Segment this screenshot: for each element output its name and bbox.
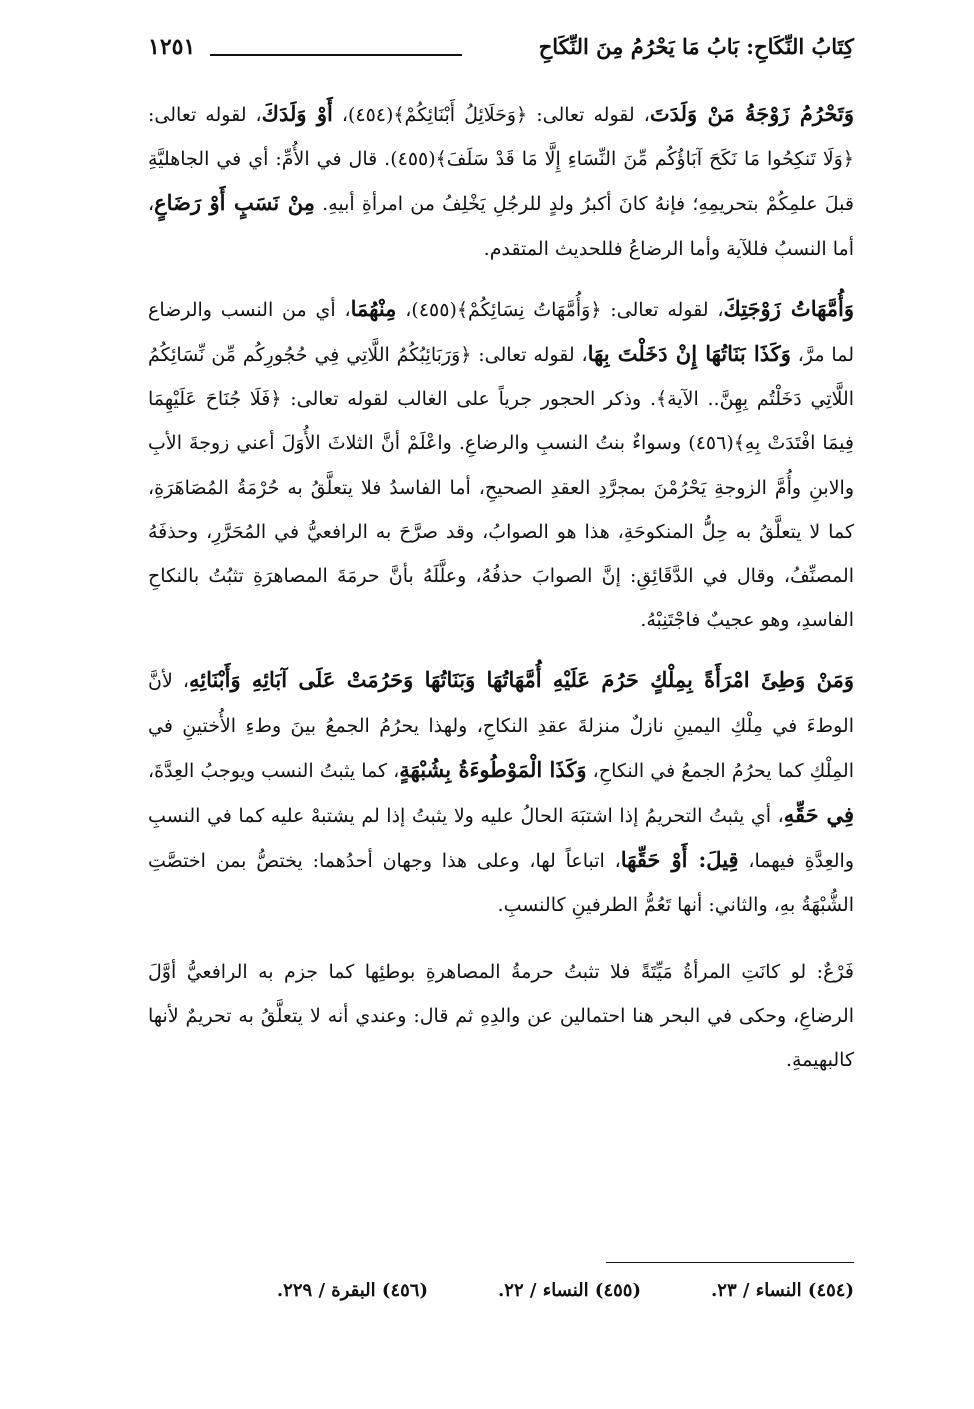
paragraph [148,658,854,927]
commentary-text: ، اتباعاً لها، وعلى هذا وجهان أحدُهما: يختصُّ بمن اختصَّتِ الشُّبْهَةُ بهِ، والثاني: أنها تَعُمُّ الطرفينِ كالنسبِ. [148,850,854,917]
matn-text: وَأُمَّهَاتُ زَوْجَتِكَ [723,295,854,321]
matn-text: فِي حَقِّهِ [783,802,854,828]
matn-text: وَتَحْرُمُ زَوْجَةُ مَنْ وَلَدَتَ [649,101,854,126]
header-rule [210,54,462,56]
matn-text: وَكَذَا الْمَوْطُوءَةُ بِشُبْهَةٍ [399,756,587,782]
commentary-text: ، لقوله تعالى: ﴿وَرَبَائِبُكُمُ اللَّاتِي فِي حُجُورِكُم مِّن نِّسَائِكُمُ اللَّاتِي دَخَلْتُم بِهِنَّ.. الآية﴾. وذكر الحجور جرياً على الغالب لقوله تعالى: ﴿فَلَا جُنَاحَ عَلَيْهِمَا فِيمَا افْتَدَتْ بِهِ﴾(٤٥٦) وسواءٌ بنتُ النسبِ والرضاعِ. واعْلَمْ أنَّ الثلاثَ الأُوَلَ أعني زوجةَ الأبِ والابنِ وأُمَّ الزوجةِ يَحْرُمْنَ بمجرَّدِ العقدِ الصحيحِ، أما الفاسدُ فلا يتعلَّقُ به حُرْمَةُ المُصَاهَرَةِ، كما لا يتعلَّقُ به حِلُّ المنكوحَةِ، هذا هو الصوابُ، وقد صرَّحَ به الرافعيُّ في المُحَرَّرِ، وحذفَهُ المصنِّفُ، وقال في الدَّقَائِقِ: إنَّ الصوابَ حذفُهُ، وعلَّلَهُ بأنَّ حرمَةَ المصاهرَةِ تثبُتُ بالنكاحِ الفاسدِ، وهو عجيبٌ فاجْتَنِبْهُ. [148,344,854,632]
footnote-455: (٤٥٥) النساء / ٢٢. [498,1280,641,1301]
footnote-454: (٤٥٤) النساء / ٢٣. [711,1280,854,1301]
commentary-text: ، كما يثبتُ النسب ويوجبُ العِدَّةَ، [148,759,400,782]
matn-text: وَكَذَا بَنَاتُهَا إِنْ دَخَلْتَ بِهَا [587,341,791,367]
running-title: كِتَابُ النِّكَاحِ: بَابُ مَا يَحْرُمُ مِنَ النِّكَاحِ [538,34,854,59]
matn-text: قِيلَ: أَوْ حَقِّهَا [620,847,739,873]
commentary-text: ، لقوله تعالى: ﴿وَلَا تَنكِحُوا مَا نَكَحَ آبَاؤُكُم مِّنَ النِّسَاءِ إِلَّا مَا قَدْ سَلَفَ﴾(٤٥٥). قال في الأُمِّ: أي في الجاهليَّةِ قبلَ علمِكُمْ بتحريمِهِ؛ فإنهُ كانَ أكبرُ ولدٍ للرجُلِ يَخْلِفُ من امرأةِ أبيهِ. [148,104,854,216]
matn-text: مِنْ نَسَبٍ أَوْ رَضَاعٍ [154,190,315,216]
footnotes [148,1280,854,1301]
commentary-text: ، لقوله تعالى: ﴿وَأُمَّهَاتُ نِسَائِكُمْ﴾(٤٥٥)، [396,298,724,321]
matn-text: وَمَنْ وَطِئَ امْرَأَةً بِمِلْكٍ حَرُمَ عَلَيْهِ أُمَّهَاتُهَا وَبَنَاتُهَا وَحَرُمَتْ عَلَى آبَائِهِ وَأَبْنَائِهِ [188,667,854,693]
paragraph [148,950,854,1083]
commentary-text: ، أي يثبتُ التحريمُ إذا اشتبَهَ الحالُ عليه ولا يثبتُ إذا لم يشتبهْ عليه كما في النسبِ والعِدَّةِ فيهما، [148,805,854,873]
main-text [148,92,854,1082]
page-header [148,32,854,68]
footnote-456: (٤٥٦) البقرة / ٢٢٩. [276,1280,428,1301]
commentary-text: ، أما النسبُ فللآية وأما الرضاعُ فللحديث المتقدم. [148,193,854,260]
matn-text: مِنْهُمَا [350,295,397,321]
matn-text: أَوْ وَلَدَكَ [261,101,333,126]
page-number: ١٢٥١ [148,34,196,60]
footnote-separator [606,1262,854,1263]
commentary-text: ، لأنَّ الوطءَ في مِلْكِ اليمينِ نازلٌ منزلةَ عقدِ النكاحِ، ولهذا يحرُمُ الجمعُ بينَ وطءِ الأُختينِ في المِلْكِ كما يحرُمُ الجمعُ في النكاحِ، [148,670,854,782]
commentary-text: ، لقوله تعالى: ﴿وَحَلَائِلُ أَبْنَائِكُمْ﴾(٤٥٤)، [332,104,650,126]
commentary-text: فَرْعٌ: لو كانَتِ المرأةُ مَيِّتَةً فلا تثبتُ حرمةُ المصاهرةِ بوطئِها كما جزم به الرافعيُّ أوَّلَ الرضاعِ، وحكى في البحر هنا احتمالين عن والدِهِ ثم قال: وعندي أنه لا يتعلَّقُ به تحريمٌ لأنها كالبهيمةِ. [148,960,854,1072]
paragraph [148,92,854,271]
paragraph [148,287,854,643]
commentary-text: ، أي من النسب والرضاع لما مرَّ، [148,298,854,367]
